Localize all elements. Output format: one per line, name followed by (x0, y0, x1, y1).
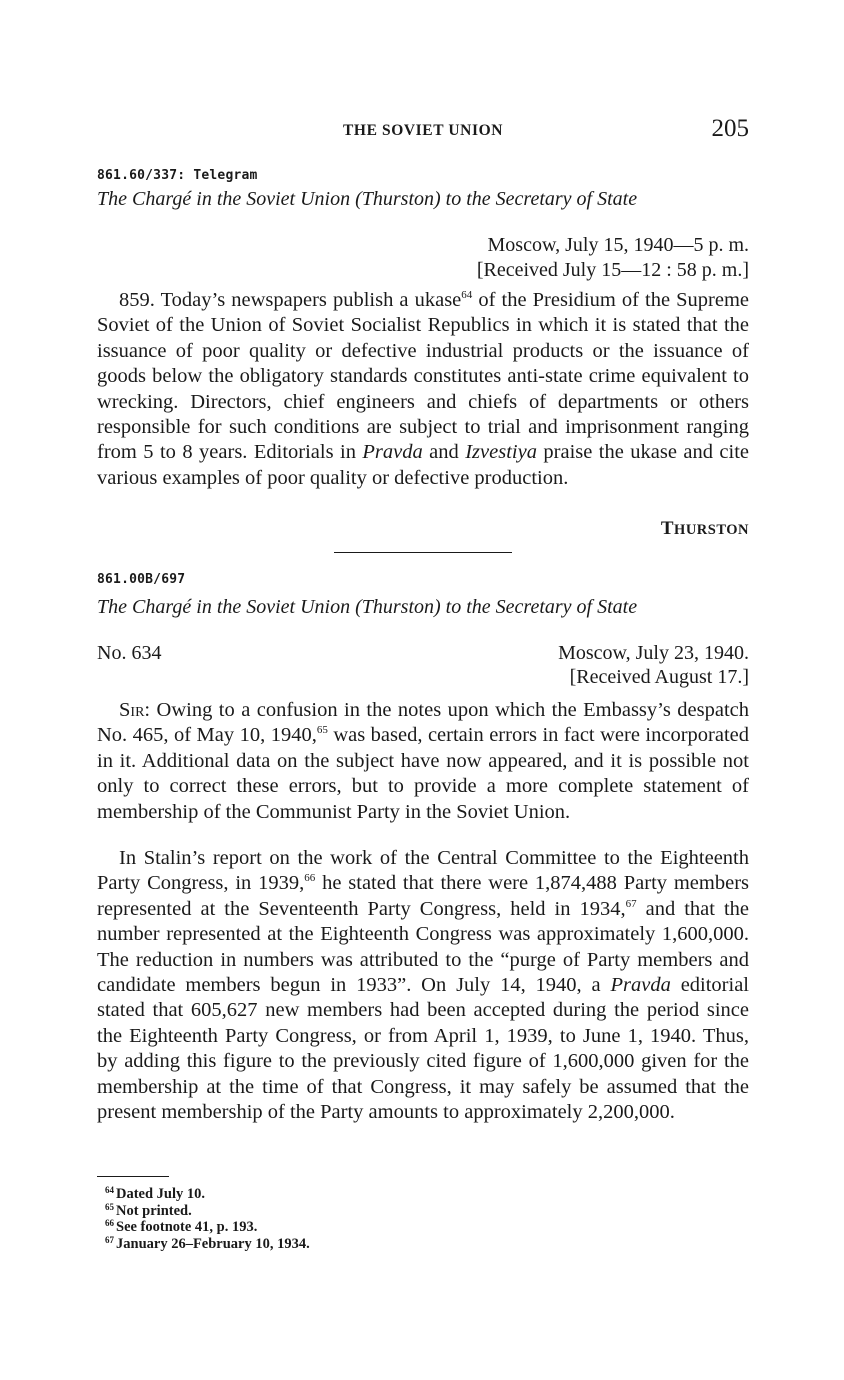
doc2-salutation: Sir (119, 699, 145, 721)
doc2-dateline: Moscow, July 23, 1940. (558, 642, 749, 664)
doc2-p2-c: and that the number represented at the Eighteenth Congress was approximately 1,600,000. The reduction in numbers was attributed to the “purge of Party members and candidate members begun in 1933”. On July 14, 1940, a (97, 897, 749, 997)
footnote-text: January 26–February 10, 1934. (116, 1235, 310, 1252)
footnote-ref-66[interactable]: 66 (304, 872, 316, 885)
doc2-title: The Chargé in the Soviet Union (Thurston) to the Secretary of State (97, 596, 638, 618)
doc1-para-and: and (422, 441, 466, 464)
doc1-dateline: Moscow, July 15, 1940—5 p. m. (487, 234, 749, 256)
doc2-file-ref: 861.00B/697 (97, 572, 186, 587)
doc2-paragraph-2 (97, 846, 749, 1125)
footnote-text: Not printed. (116, 1202, 192, 1219)
doc1-file-ref: 861.60/337 (97, 168, 178, 183)
footnote-mark: 64 (105, 1185, 114, 1195)
running-head (97, 115, 749, 144)
doc2-p1-a: : Owing to a confusion in the notes upon which the Embassy’s despatch No. 465, of May 10, 1940, (97, 699, 749, 747)
doc1-received: [Received July 15—12 : 58 p. m.] (476, 259, 749, 281)
footnote-mark: 66 (105, 1218, 114, 1228)
doc1-file-reference (97, 166, 749, 184)
doc2-paragraph-1 (97, 698, 749, 825)
footnote-mark: 65 (105, 1201, 114, 1212)
doc1-paragraph (97, 288, 749, 491)
footnote-text: See footnote 41, p. 193. (116, 1219, 258, 1235)
doc2-p2-d: editorial stated that 605,627 new members had been accepted during the period since the Eighteenth Party Congress, or from April 1, 1939, to June 1, 1940. Thus, by adding this figure to the previously cited figure of 1,600,000 given for the membership at the time of that Congress, it may safely be assumed that the present membership of the Party amounts to approximately 2,200,000. (97, 974, 749, 1124)
footnote-65 (97, 1203, 749, 1220)
doc1-pravda: Pravda (362, 441, 423, 464)
doc2-p1-b: was based, certain errors in fact were incorporated in it. Additional data on the subject have now appeared, and it is possible not only to correct these errors, but to provide a more complete statement of membership of the Communist Party in the Soviet Union. (97, 724, 749, 823)
doc1-file-ref-suffix: : Telegram (177, 168, 258, 183)
doc2-p2-a: In Stalin’s report on the work of the Central Committee to the Eighteenth Party Congress, in 1939, (97, 847, 749, 895)
running-title: THE SOVIET UNION (342, 122, 504, 139)
separator-rule (334, 552, 512, 553)
section-separator (97, 552, 749, 553)
doc1-title: The Chargé in the Soviet Union (Thurston) to the Secretary of State (97, 188, 638, 210)
footnotes (97, 1186, 749, 1252)
footnote-ref-64[interactable]: 64 (461, 289, 473, 301)
doc1-signature-rest: HURSTON (674, 522, 749, 538)
doc1-para-end: praise the ukase and cite various examples of poor quality or defective production. (97, 441, 750, 489)
doc1-signature-cap: T (660, 518, 675, 539)
doc1-izvestiya: Izvestiya (465, 441, 537, 464)
doc2-received: [Received August 17.] (569, 666, 749, 688)
doc1-para-start: 859. Today’s newspapers publish a ukase (119, 289, 462, 311)
footnote-ref-67[interactable]: 67 (625, 897, 637, 910)
footnote-67 (97, 1236, 749, 1253)
footnote-rule (97, 1176, 749, 1177)
doc1-para-mid: of the Presidium of the Supreme Soviet of the Union of Soviet Socialist Republics in which it is stated that the issuance of poor quality or defective industrial products or the issuance of goods below the obligatory standards constitutes anti-state crime equivalent to wrecking. Directors, chief engineers and chiefs of departments or others responsible for such conditions are subject to trial and imprisonment ranging from 5 to 8 years. Editorials in (97, 289, 749, 464)
footnote-64 (97, 1186, 749, 1203)
doc2-number: No. 634 (97, 642, 162, 664)
doc1-signature (97, 518, 749, 540)
footnote-text: Dated July 10. (116, 1186, 206, 1202)
footnote-divider (97, 1176, 169, 1177)
page-number: 205 (711, 115, 749, 142)
footnote-66 (97, 1219, 749, 1236)
doc2-pravda: Pravda (610, 974, 671, 997)
footnote-mark: 67 (105, 1234, 114, 1245)
doc2-file-reference (97, 570, 749, 588)
footnote-ref-65[interactable]: 65 (316, 724, 328, 737)
doc2-p2-b: he stated that there were 1,874,488 Party members represented at the Seventeenth Party Congress, held in 1934, (97, 872, 749, 920)
